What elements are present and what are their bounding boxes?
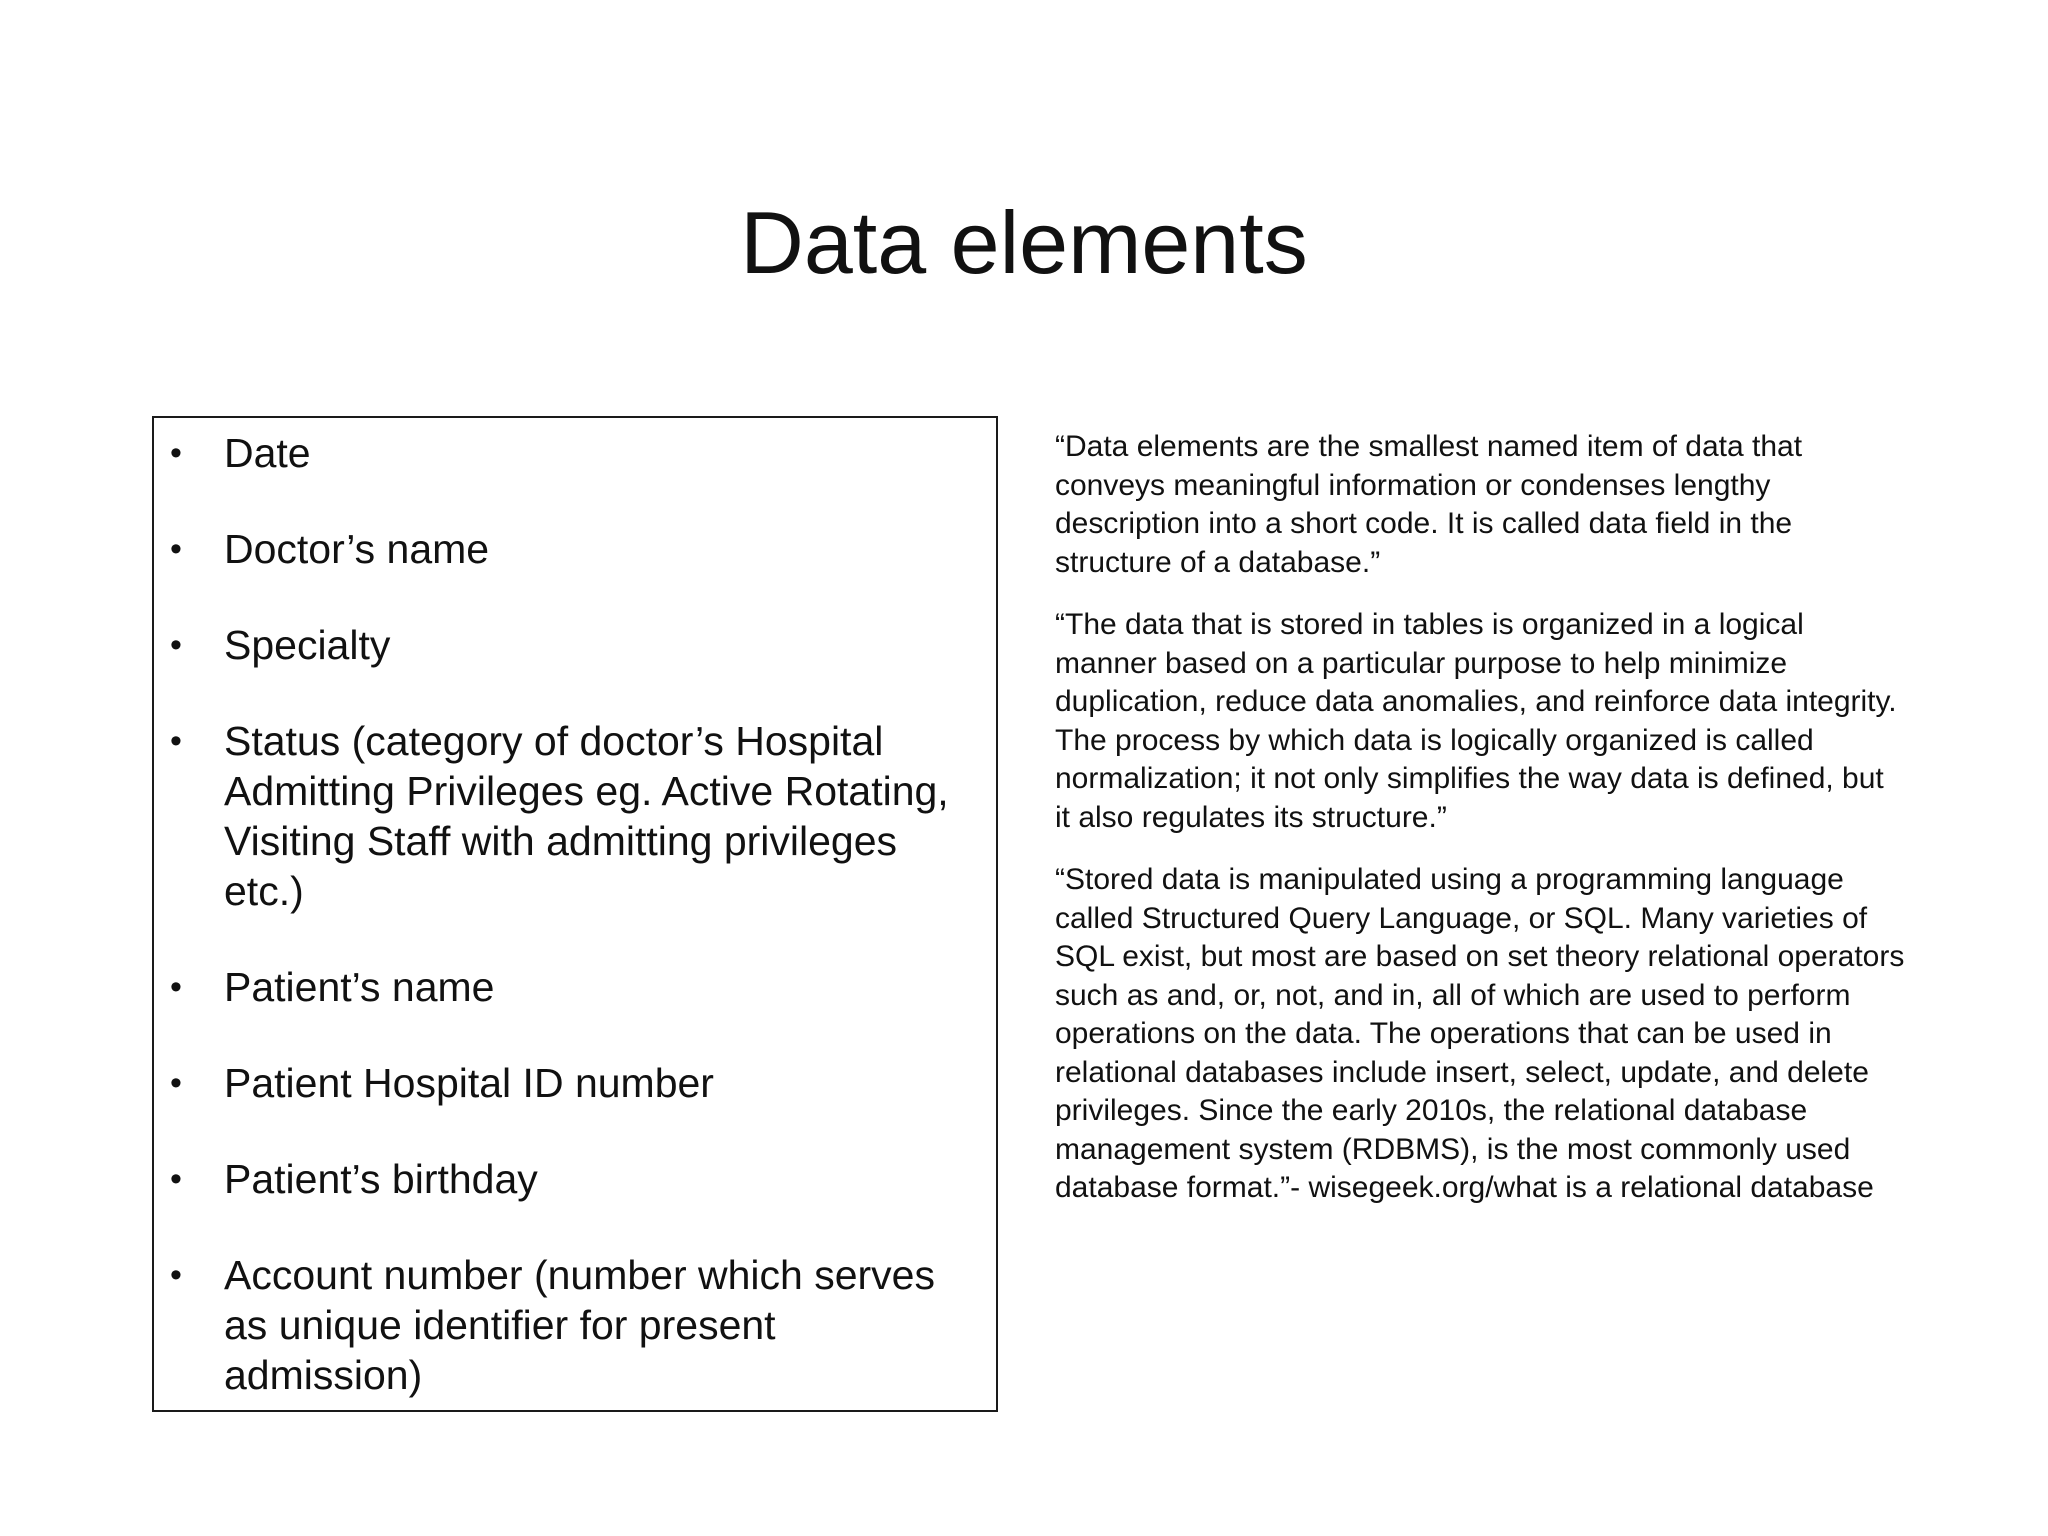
list-item: [164, 620, 982, 670]
list-item-text: Specialty: [224, 622, 391, 668]
data-elements-list-box: [152, 416, 998, 1412]
bullet-icon: •: [170, 530, 182, 568]
list-item: [164, 524, 982, 574]
quotes-column: [1055, 428, 1905, 1232]
list-item-text: Date: [224, 430, 311, 476]
data-elements-list: [164, 428, 982, 1400]
list-item-text: Patient’s name: [224, 964, 495, 1010]
list-item: [164, 716, 982, 916]
bullet-icon: •: [170, 434, 182, 472]
list-item-text: Patient’s birthday: [224, 1156, 538, 1202]
list-item: [164, 962, 982, 1012]
list-item: [164, 1154, 982, 1204]
list-item-text: Status (category of doctor’s Hospital Admitting Privileges eg. Active Rotating, Visiting Staff with admitting privileges etc.): [224, 718, 949, 914]
list-item-text: Account number (number which serves as unique identifier for present admission): [224, 1252, 935, 1398]
bullet-icon: •: [170, 1160, 182, 1198]
quote-paragraph: “Stored data is manipulated using a programming language called Structured Query Language, or SQL. Many varieties of SQL exist, but most are based on set theory relational operators such as and, or, not, and in, all of which are used to perform operations on the data. The operations that can be used in relational databases include insert, select, update, and delete privileges. Since the early 2010s, the relational database management system (RDBMS), is the most commonly used database format.”- wisegeek.org/what is a relational database: [1055, 863, 1905, 1204]
bullet-icon: •: [170, 722, 182, 760]
list-item-text: Patient Hospital ID number: [224, 1060, 714, 1106]
bullet-icon: •: [170, 626, 182, 664]
list-item: [164, 1058, 982, 1108]
quote-paragraph: “The data that is stored in tables is organized in a logical manner based on a particular purpose to help minimize duplication, reduce data anomalies, and reinforce data integrity. The process by which data is logically organized is called normalization; it not only simplifies the way data is defined, but it also regulates its structure.”: [1055, 608, 1897, 834]
bullet-icon: •: [170, 968, 182, 1006]
bullet-icon: •: [170, 1256, 182, 1294]
quote-paragraph: “Data elements are the smallest named item of data that conveys meaningful information or condenses lengthy description into a short code. It is called data field in the structure of a database.”: [1055, 430, 1803, 579]
slide-title: Data elements: [740, 193, 1308, 292]
list-item-text: Doctor’s name: [224, 526, 490, 572]
list-item: [164, 428, 982, 478]
bullet-icon: •: [170, 1064, 182, 1102]
list-item: [164, 1250, 982, 1400]
